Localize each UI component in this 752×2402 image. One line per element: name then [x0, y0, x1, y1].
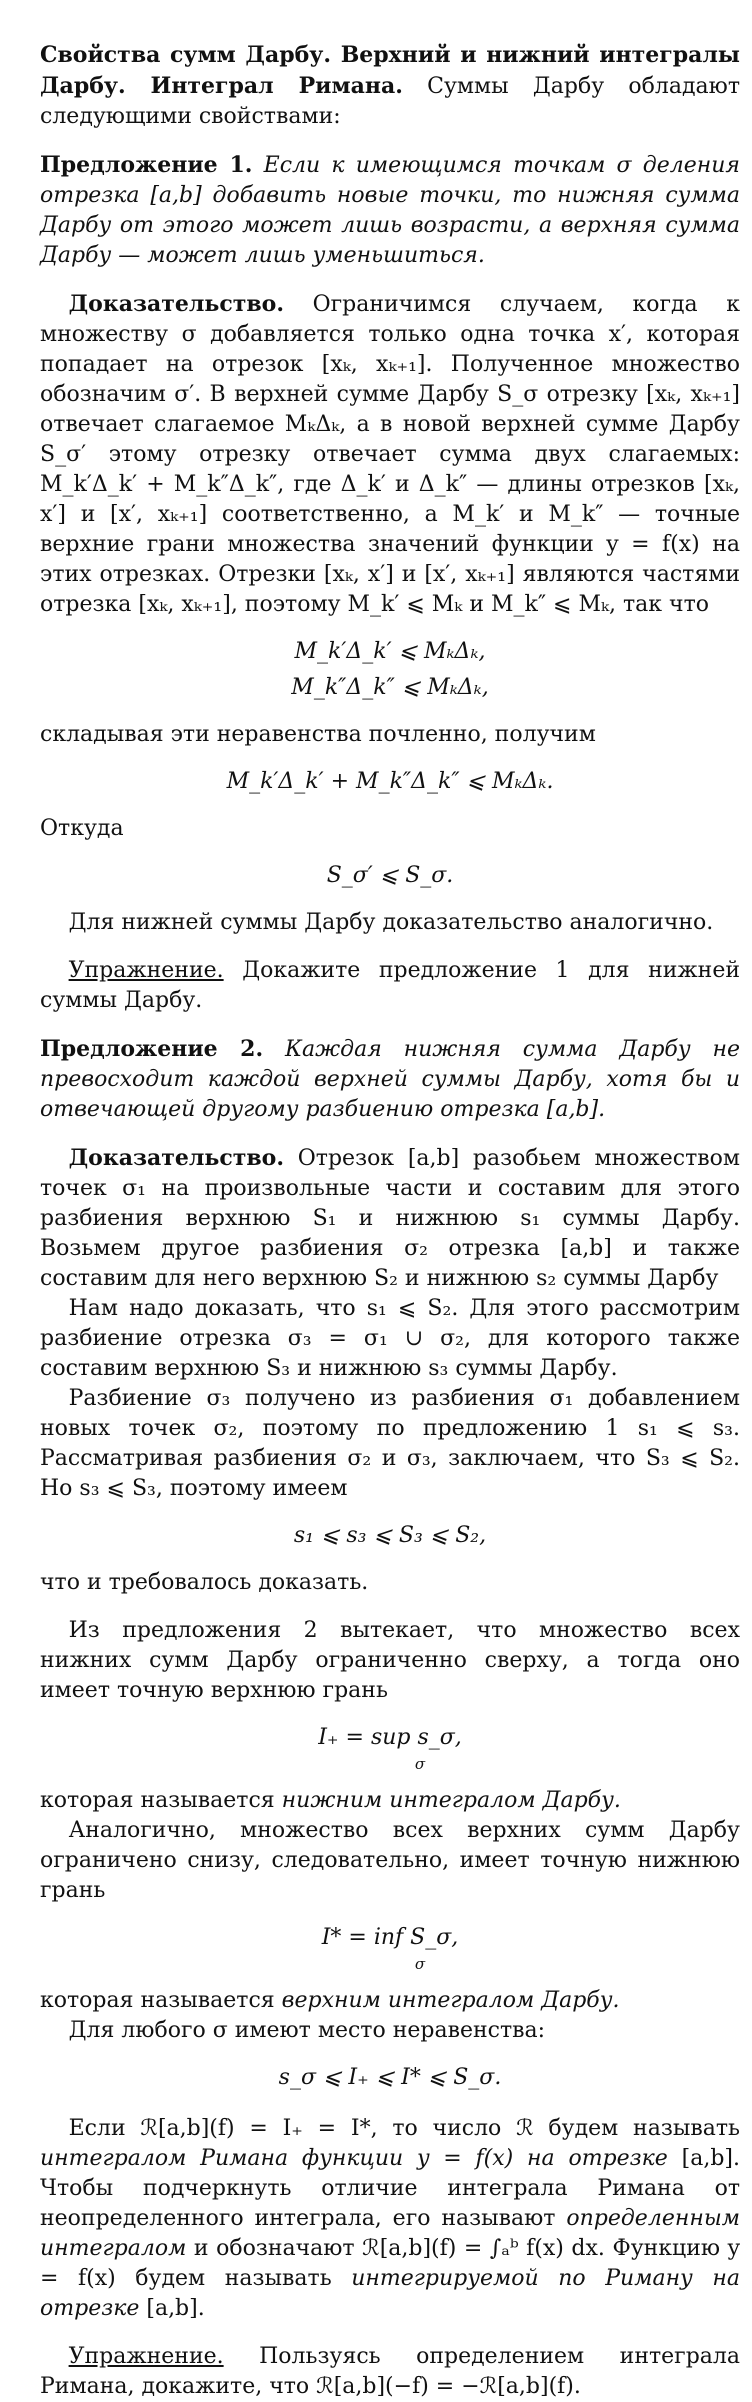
section-heading — [40, 40, 740, 132]
formula-line-a: M_k′Δ_k′ ⩽ MₖΔₖ, — [294, 639, 486, 664]
formula-inequality-chain-line: s_σ ⩽ I₊ ⩽ I* ⩽ S_σ. — [278, 2065, 502, 2090]
riemann-term-3: интегрируемой по Риману на отрезке — [40, 2266, 740, 2321]
proof-2-label: Доказательство. — [68, 1145, 284, 1171]
proposition-2 — [40, 1034, 740, 1125]
inequality-intro: Для любого σ имеют место неравенства: — [68, 2018, 546, 2043]
proof-1-label: Доказательство. — [68, 291, 284, 317]
upper-integral-def-pre: которая называется — [40, 1988, 282, 2013]
proposition-2-label: Предложение 2. — [40, 1036, 264, 1062]
exercise-1 — [40, 956, 740, 1016]
formula-sum — [40, 764, 740, 800]
riemann-term-1: интегралом Римана функции y = f(x) на отрезке — [40, 2146, 668, 2171]
riemann-text-b: [a,b]. Чтобы подчеркнуть отличие интеграла Римана от неопределенного интеграла, его называют — [40, 2146, 740, 2231]
lower-integral-intro: Из предложения 2 вытекает, что множество всех нижних сумм Дарбу ограниченно сверху, а тогда оно имеет точную верхнюю грань — [40, 1618, 740, 1703]
exercise-2-label: Упражнение. — [68, 2344, 224, 2369]
lower-integral-definition — [40, 1786, 740, 1816]
proof-1 — [40, 289, 740, 938]
formula-result-line: S_σ′ ⩽ S_σ. — [326, 863, 454, 888]
proposition-1-label: Предложение 1. — [40, 152, 253, 178]
upper-integral-term: верхним интегралом Дарбу. — [281, 1988, 620, 2013]
proof-2-paragraph-1 — [40, 1143, 740, 1294]
riemann-text-a: Если ℛ[a,b](f) = I₊ = I*, то число ℛ будем называть — [68, 2116, 740, 2141]
proof-2-paragraph-2: Нам надо доказать, что s₁ ⩽ S₂. Для этого рассмотрим разбиение отрезка σ₃ = σ₁ ∪ σ₂, для которого также составим верхнюю S₃ и нижнюю s₃ суммы Дарбу. — [40, 1296, 740, 1381]
riemann-definition — [40, 2114, 740, 2324]
riemann-term-2: определенным интегралом — [40, 2206, 740, 2261]
upper-integral-definition — [40, 1986, 740, 2016]
proof-1-lower-note: Для нижней суммы Дарбу доказательство аналогично. — [68, 910, 714, 935]
proof-1-whence: Откуда — [40, 816, 124, 841]
formula-lower-integral — [40, 1720, 740, 1772]
riemann-text-c: и обозначают ℛ[a,b](f) = ∫ₐᵇ f(x) dx. Функцию y = f(x) будем называть — [40, 2236, 740, 2291]
proposition-1-text: Если к имеющимся точкам σ деления отрезка [a,b] добавить новые точки, то нижняя сумма Дарбу от этого может лишь возрасти, а верхняя сумма Дарбу — может лишь уменьшиться. — [40, 153, 740, 268]
formula-chain-line: s₁ ⩽ s₃ ⩽ S₃ ⩽ S₂, — [293, 1523, 487, 1548]
exercise-1-text: Докажите предложение 1 для нижней суммы Дарбу. — [40, 958, 740, 1013]
proof-1-paragraph — [40, 289, 740, 620]
exercise-2 — [40, 2342, 740, 2402]
proof-2 — [40, 1143, 740, 1598]
lower-integral-def-pre: которая называется — [40, 1788, 282, 1813]
riemann-text-d: [a,b]. — [139, 2296, 205, 2321]
upper-integral-intro: Аналогично, множество всех верхних сумм Дарбу ограничено снизу, следовательно, имеет точную нижнюю грань — [40, 1818, 740, 1903]
formula-upper-integral-sub: σ — [414, 1955, 426, 1973]
formula-sum-line: M_k′Δ_k′ + M_k″Δ_k″ ⩽ MₖΔₖ. — [226, 769, 554, 794]
formula-result — [40, 858, 740, 894]
formula-inequality-chain — [40, 2060, 740, 2096]
lower-integral-term: нижним интегралом Дарбу. — [281, 1788, 621, 1813]
formula-upper-integral-line: I* = inf S_σ, — [321, 1925, 459, 1950]
proposition-1 — [40, 150, 740, 271]
section-intro: Суммы Дарбу обладают следующими свойствами: — [40, 74, 740, 129]
formula-lower-integral-line: I₊ = sup s_σ, — [318, 1725, 462, 1750]
proposition-2-text: Каждая нижняя сумма Дарбу не превосходит каждой верхней суммы Дарбу, хотя бы и отвечающей другому разбиению отрезка [a,b]. — [40, 1037, 741, 1122]
proof-1-sum-text: складывая эти неравенства почленно, получим — [40, 722, 596, 747]
exercise-1-label: Упражнение. — [68, 958, 224, 983]
exercise-2-text: Пользуясь определением интеграла Римана, докажите, что ℛ[a,b](−f) = −ℛ[a,b](f). — [40, 2344, 740, 2399]
proof-2-text: Отрезок [a,b] разобьем множеством точек σ₁ на произвольные части и составим для этого разбиения верхнюю S₁ и нижнюю s₁ суммы Дарбу. Возьмем другое разбиения σ₂ отрезка [a,b] и также составим для него верхнюю S₂ и нижнюю s₂ суммы Дарбу — [40, 1146, 740, 1291]
formula-lower-integral-sub: σ — [414, 1755, 426, 1773]
proof-2-qed: что и требовалось доказать. — [40, 1570, 369, 1595]
proof-2-paragraph-3: Разбиение σ₃ получено из разбиения σ₁ добавлением новых точек σ₂, поэтому по предложению 1 s₁ ⩽ s₃. Рассматривая разбиения σ₂ и σ₃, заключаем, что S₃ ⩽ S₂. Но s₃ ⩽ S₃, поэтому имеем — [40, 1386, 740, 1501]
formula-chain — [40, 1518, 740, 1554]
document-page — [40, 40, 740, 2402]
formula-line-b: M_k″Δ_k″ ⩽ MₖΔₖ, — [291, 675, 489, 700]
formula-upper-integral — [40, 1920, 740, 1972]
formula-inequalities — [40, 634, 740, 706]
darboux-integrals — [40, 1616, 740, 2096]
section-title: Свойства сумм Дарбу. Верхний и нижний интегралы Дарбу. Интеграл Римана. — [40, 42, 740, 99]
proof-1-text: Ограничимся случаем, когда к множеству σ добавляется только одна точка x′, которая попадает на отрезок [xₖ, xₖ₊₁]. Полученное множество обозначим σ′. В верхней сумме Дарбу S_σ отрезку [xₖ, xₖ₊₁] отвечает слагаемое MₖΔₖ, а в новой верхней сумме Дарбу S_σ′ этому отрезку отвечает сумма двух слагаемых: M_k′Δ_k′ + M_k″Δ_k″, где Δ_k′ и Δ_k″ — длины отрезков [xₖ, x′] и [x′, xₖ₊₁] соответственно, а M_k′ и M_k″ — точные верхние грани множества значений функции y = f(x) на этих отрезках. Отрезки [xₖ, x′] и [x′, xₖ₊₁] являются частями отрезка [xₖ, xₖ₊₁], поэтому M_k′ ⩽ Mₖ и M_k″ ⩽ Mₖ, так что — [40, 292, 740, 617]
